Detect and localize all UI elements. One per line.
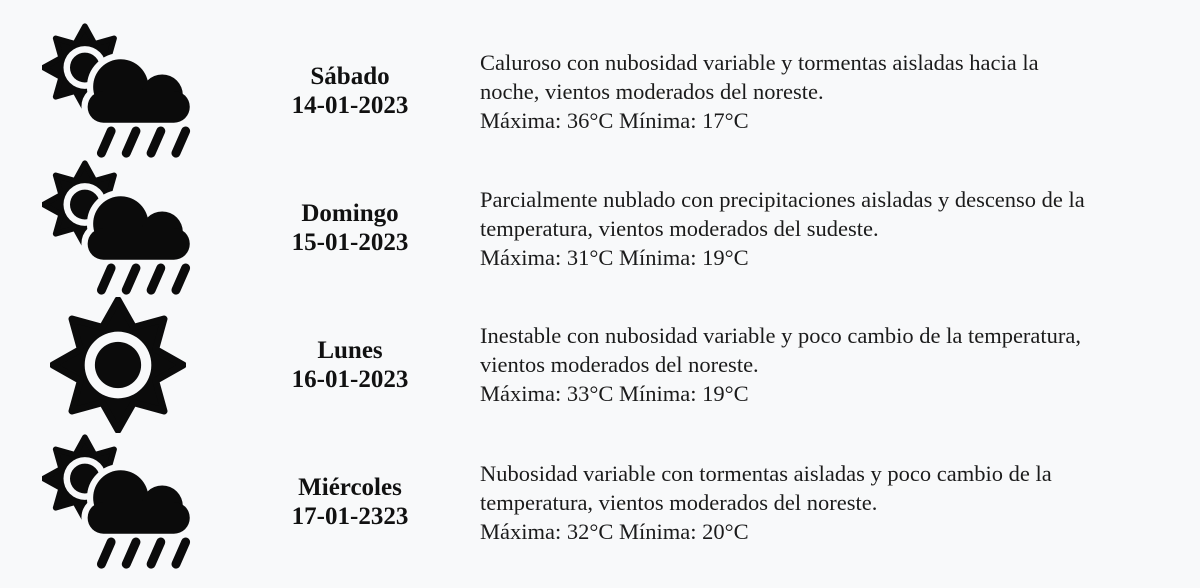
- forecast-description: [464, 185, 1200, 272]
- max-temp-label: Máxima:: [480, 244, 562, 270]
- description-line: temperatura, vientos moderados del noreste.: [480, 489, 878, 515]
- weather-icon-cell: [0, 22, 236, 160]
- day-cell: [236, 62, 464, 120]
- forecast-description: [464, 321, 1200, 408]
- max-temp-value: 31°C: [566, 244, 614, 270]
- min-temp-label: Mínima:: [619, 107, 697, 133]
- min-temp-label: Mínima:: [619, 518, 697, 544]
- max-temp-value: 36°C: [566, 107, 614, 133]
- day-date: 16-01-2023: [291, 365, 409, 393]
- min-temp-value: 20°C: [702, 518, 749, 544]
- max-temp-label: Máxima:: [480, 381, 562, 406]
- min-temp-label: Mínima:: [619, 244, 697, 270]
- temperature-line: [480, 243, 1170, 272]
- forecast-description: [464, 459, 1200, 546]
- max-temp-value: 32°C: [566, 518, 614, 544]
- day-cell: [236, 336, 464, 394]
- weather-icon-cell: [0, 159, 236, 297]
- min-temp-value: 17°C: [702, 107, 749, 133]
- description-line: vientos moderados del noreste.: [480, 352, 759, 377]
- description-line: Parcialmente nublado con precipitaciones aisladas y descenso de la: [480, 186, 1085, 212]
- day-date: 14-01-2023: [291, 92, 409, 119]
- temperature-line: [480, 517, 1170, 546]
- sun-behind-rain-cloud-icon: [42, 433, 194, 571]
- forecast-row: [0, 159, 1200, 296]
- min-temp-value: 19°C: [702, 381, 749, 406]
- max-temp-label: Máxima:: [480, 107, 562, 133]
- day-name: Domingo: [301, 200, 399, 227]
- forecast-row: [0, 296, 1200, 433]
- day-name: Sábado: [310, 63, 390, 90]
- day-date: 15-01-2023: [291, 229, 409, 256]
- description-line: Nubosidad variable con tormentas aisladas y poco cambio de la: [480, 460, 1052, 486]
- day-name: Miércoles: [298, 474, 402, 501]
- description-line: temperatura, vientos moderados del sudeste.: [480, 215, 879, 241]
- max-temp-value: 33°C: [566, 381, 614, 406]
- sun-icon: [50, 297, 186, 433]
- forecast-row: [0, 22, 1200, 159]
- temperature-line: [480, 379, 1170, 408]
- sun-behind-rain-cloud-icon: [42, 159, 194, 297]
- min-temp-value: 19°C: [702, 244, 749, 270]
- forecast-row: [0, 433, 1200, 570]
- weather-icon-cell: [0, 433, 236, 571]
- description-line: Inestable con nubosidad variable y poco cambio de la temperatura,: [480, 323, 1082, 348]
- weather-icon-cell: [0, 297, 236, 433]
- max-temp-label: Máxima:: [480, 518, 562, 544]
- day-date: 17-01-2323: [291, 503, 409, 530]
- description-line: Caluroso con nubosidad variable y tormentas aisladas hacia la: [480, 49, 1039, 75]
- day-cell: [236, 199, 464, 257]
- sun-behind-rain-cloud-icon: [42, 22, 194, 160]
- day-name: Lunes: [317, 336, 383, 364]
- min-temp-label: Mínima:: [619, 381, 697, 406]
- forecast-description: [464, 48, 1200, 135]
- description-line: noche, vientos moderados del noreste.: [480, 78, 824, 104]
- day-cell: [236, 473, 464, 531]
- temperature-line: [480, 106, 1170, 135]
